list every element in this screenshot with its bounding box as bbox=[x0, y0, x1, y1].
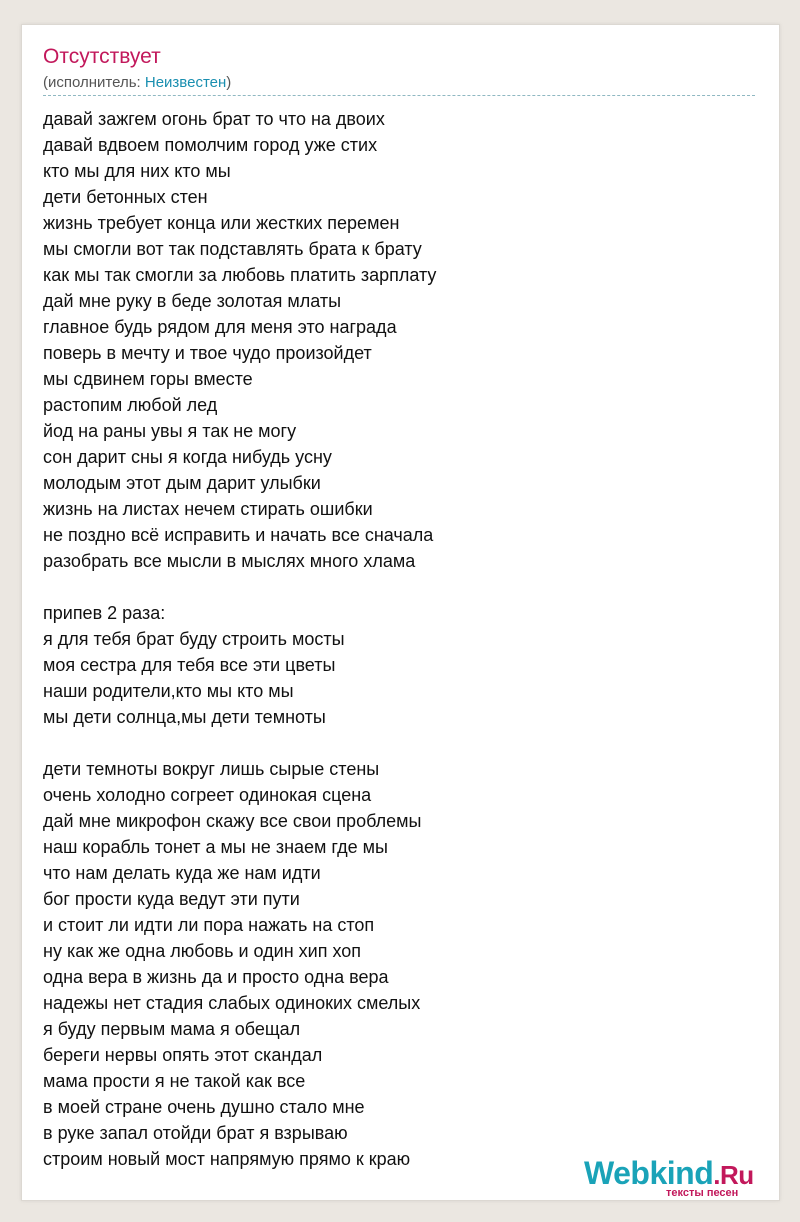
lyrics-line: наши родители,кто мы кто мы bbox=[43, 681, 294, 701]
logo-name: Webkind bbox=[584, 1155, 714, 1191]
lyrics-line: мы сдвинем горы вместе bbox=[43, 369, 253, 389]
lyrics-line: йод на раны увы я так не могу bbox=[43, 421, 297, 441]
site-logo[interactable] bbox=[584, 1155, 774, 1199]
lyrics-line: дети бетонных стен bbox=[43, 187, 208, 207]
lyrics-line: моя сестра для тебя все эти цветы bbox=[43, 655, 336, 675]
lyrics-line: кто мы для них кто мы bbox=[43, 161, 231, 181]
artist-line bbox=[43, 73, 231, 93]
dashed-divider bbox=[43, 95, 755, 96]
lyrics-line: жизнь на листах нечем стирать ошибки bbox=[43, 499, 373, 519]
lyrics-line: разобрать все мысли в мыслях много хлама bbox=[43, 551, 416, 571]
lyrics-line: сон дарит сны я когда нибудь усну bbox=[43, 447, 332, 467]
lyrics-line: мама прости я не такой как все bbox=[43, 1071, 306, 1091]
lyrics-line: давай вдвоем помолчим город уже стих bbox=[43, 135, 378, 155]
lyrics-line: в моей стране очень душно стало мне bbox=[43, 1097, 365, 1117]
lyrics-line: не поздно всё исправить и начать все сначала bbox=[43, 525, 434, 545]
artist-link[interactable]: Неизвестен bbox=[144, 74, 227, 91]
lyrics-line: дай мне микрофон скажу все свои проблемы bbox=[43, 811, 422, 831]
artist-prefix: (исполнитель: bbox=[43, 74, 145, 91]
lyrics-line: жизнь требует конца или жестких перемен bbox=[43, 213, 400, 233]
lyrics-line: поверь в мечту и твое чудо произойдет bbox=[43, 343, 372, 363]
lyrics-line: я для тебя брат буду строить мосты bbox=[43, 629, 345, 649]
lyrics-line: главное будь рядом для меня это награда bbox=[43, 317, 397, 337]
lyrics-line: береги нервы опять этот скандал bbox=[43, 1045, 323, 1065]
lyrics-line: я буду первым мама я обещал bbox=[43, 1019, 301, 1039]
lyrics-line: давай зажгем огонь брат то что на двоих bbox=[43, 109, 385, 129]
logo-tld: .Ru bbox=[713, 1160, 754, 1190]
lyrics-line: ну как же одна любовь и один хип хоп bbox=[43, 941, 362, 961]
lyrics-line: молодым этот дым дарит улыбки bbox=[43, 473, 321, 493]
lyrics-line: очень холодно согреет одинокая сцена bbox=[43, 785, 372, 805]
lyrics-page bbox=[21, 24, 780, 1201]
lyrics-line: в руке запал отойди брат я взрываю bbox=[43, 1123, 348, 1143]
song-title: Отсутствует bbox=[43, 45, 161, 68]
lyrics-line: строим новый мост напрямую прямо к краю bbox=[43, 1149, 411, 1169]
lyrics-line: мы дети солнца,мы дети темноты bbox=[43, 707, 326, 727]
lyrics-blank-line bbox=[43, 574, 755, 600]
lyrics-line: дети темноты вокруг лишь сырые стены bbox=[43, 759, 380, 779]
logo-tagline: тексты песен bbox=[666, 1187, 739, 1199]
lyrics-line: одна вера в жизнь да и просто одна вера bbox=[43, 967, 389, 987]
lyrics-line: дай мне руку в беде золотая млаты bbox=[43, 291, 342, 311]
lyrics-line: и стоит ли идти ли пора нажать на стоп bbox=[43, 915, 375, 935]
lyrics-line: как мы так смогли за любовь платить зарплату bbox=[43, 265, 437, 285]
lyrics-line: наш корабль тонет а мы не знаем где мы bbox=[43, 837, 388, 857]
lyrics-text bbox=[43, 106, 755, 1172]
artist-suffix: ) bbox=[226, 74, 232, 91]
lyrics-line: растопим любой лед bbox=[43, 395, 218, 415]
lyrics-line: бог прости куда ведут эти пути bbox=[43, 889, 300, 909]
lyrics-line: что нам делать куда же нам идти bbox=[43, 863, 321, 883]
lyrics-line: мы смогли вот так подставлять брата к брату bbox=[43, 239, 422, 259]
lyrics-blank-line bbox=[43, 730, 755, 756]
lyrics-line: припев 2 раза: bbox=[43, 603, 166, 623]
lyrics-line: надежы нет стадия слабых одиноких смелых bbox=[43, 993, 421, 1013]
